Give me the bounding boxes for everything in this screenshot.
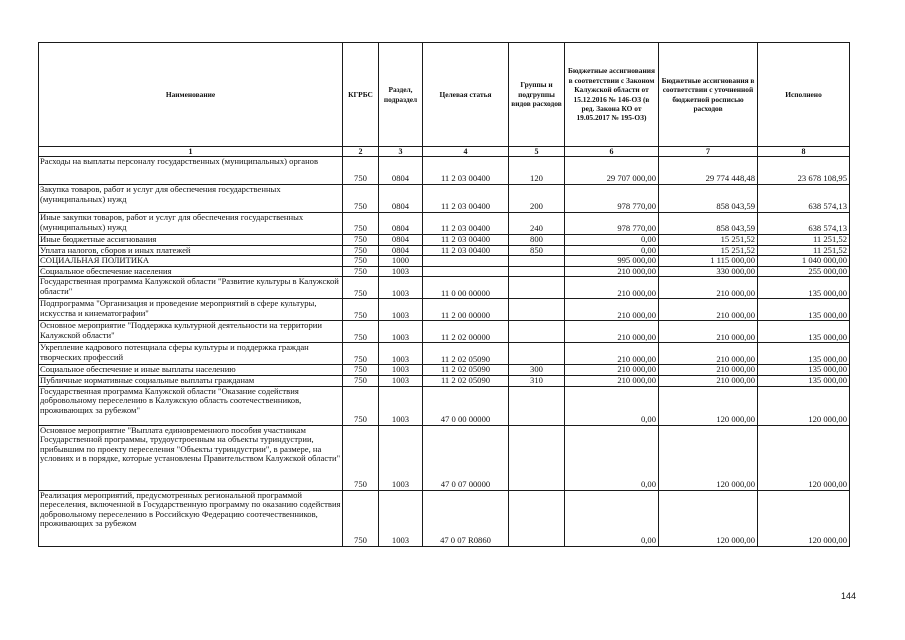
row-vr <box>509 256 565 267</box>
row-target: 47 0 00 00000 <box>423 386 509 425</box>
row-exec: 120 000,00 <box>758 425 850 490</box>
row-vr <box>509 321 565 343</box>
row-kgrbs: 750 <box>343 277 379 299</box>
column-number: 5 <box>509 147 565 157</box>
row-kgrbs: 750 <box>343 365 379 376</box>
row-exec: 11 251,52 <box>758 235 850 246</box>
row-name: Закупка товаров, работ и услуг для обеспечения государственных (муниципальных) нужд <box>39 185 343 213</box>
row-vr: 120 <box>509 157 565 185</box>
row-revised: 29 774 448,48 <box>659 157 758 185</box>
column-number: 2 <box>343 147 379 157</box>
row-revised: 210 000,00 <box>659 321 758 343</box>
row-name: Расходы на выплаты персоналу государственных (муниципальных) органов <box>39 157 343 185</box>
row-vr: 200 <box>509 185 565 213</box>
row-razdel: 1003 <box>379 299 423 321</box>
row-exec: 255 000,00 <box>758 266 850 277</box>
table-row <box>39 386 850 425</box>
row-kgrbs: 750 <box>343 321 379 343</box>
row-kgrbs: 750 <box>343 386 379 425</box>
row-name: Социальное обеспечение населения <box>39 266 343 277</box>
row-kgrbs: 750 <box>343 256 379 267</box>
table-row <box>39 277 850 299</box>
row-revised: 120 000,00 <box>659 425 758 490</box>
row-target: 11 2 03 00400 <box>423 157 509 185</box>
header-target: Целевая статья <box>423 43 509 147</box>
row-law: 0,00 <box>565 245 659 256</box>
row-kgrbs: 750 <box>343 157 379 185</box>
row-target: 11 2 03 00400 <box>423 213 509 235</box>
row-name: Укрепление кадрового потенциала сферы культуры и поддержка граждан творческих профессий <box>39 343 343 365</box>
row-razdel: 0804 <box>379 213 423 235</box>
table-row <box>39 157 850 185</box>
row-revised: 120 000,00 <box>659 490 758 546</box>
row-name: Основное мероприятие "Выплата единовременного пособия участникам Государственной программы, трудоустроенным на объекты туриндустрии, прибывшим по проекту переселения "Объекты туриндустрии", в размере, на условиях и в порядке, которые установлены Правительством Калужской области" <box>39 425 343 490</box>
table-row <box>39 365 850 376</box>
row-name: СОЦИАЛЬНАЯ ПОЛИТИКА <box>39 256 343 267</box>
table-row <box>39 299 850 321</box>
row-razdel: 0804 <box>379 157 423 185</box>
row-razdel: 1003 <box>379 343 423 365</box>
table-row <box>39 235 850 246</box>
page-number: 144 <box>841 591 857 601</box>
row-revised: 1 115 000,00 <box>659 256 758 267</box>
column-number: 6 <box>565 147 659 157</box>
row-razdel: 1000 <box>379 256 423 267</box>
row-vr <box>509 425 565 490</box>
row-revised: 15 251,52 <box>659 235 758 246</box>
row-law: 995 000,00 <box>565 256 659 267</box>
column-number: 8 <box>758 147 850 157</box>
row-kgrbs: 750 <box>343 213 379 235</box>
row-revised: 15 251,52 <box>659 245 758 256</box>
budget-table-sheet <box>38 42 849 547</box>
row-target: 11 2 02 00000 <box>423 321 509 343</box>
row-kgrbs: 750 <box>343 425 379 490</box>
row-exec: 135 000,00 <box>758 299 850 321</box>
row-vr <box>509 490 565 546</box>
row-law: 978 770,00 <box>565 213 659 235</box>
row-kgrbs: 750 <box>343 266 379 277</box>
row-exec: 638 574,13 <box>758 185 850 213</box>
row-name: Иные бюджетные ассигнования <box>39 235 343 246</box>
table-row <box>39 185 850 213</box>
table-row <box>39 266 850 277</box>
table-header-row <box>39 43 850 147</box>
row-vr: 310 <box>509 375 565 386</box>
row-exec: 135 000,00 <box>758 365 850 376</box>
row-target: 47 0 07 R0860 <box>423 490 509 546</box>
column-number: 1 <box>39 147 343 157</box>
row-revised: 210 000,00 <box>659 343 758 365</box>
header-execution: Исполнено <box>758 43 850 147</box>
row-kgrbs: 750 <box>343 343 379 365</box>
row-razdel: 1003 <box>379 266 423 277</box>
row-name: Уплата налогов, сборов и иных платежей <box>39 245 343 256</box>
row-name: Иные закупки товаров, работ и услуг для обеспечения государственных (муниципальных) нужд <box>39 213 343 235</box>
row-law: 210 000,00 <box>565 321 659 343</box>
row-revised: 210 000,00 <box>659 299 758 321</box>
row-revised: 858 043,59 <box>659 185 758 213</box>
row-target: 11 2 03 00400 <box>423 185 509 213</box>
row-vr <box>509 266 565 277</box>
budget-table <box>38 42 850 547</box>
row-name: Публичные нормативные социальные выплаты гражданам <box>39 375 343 386</box>
row-law: 210 000,00 <box>565 277 659 299</box>
row-name: Государственная программа Калужской области "Оказание содействия добровольному переселению в Калужскую область соотечественников, проживающих за рубежом" <box>39 386 343 425</box>
row-vr: 800 <box>509 235 565 246</box>
row-kgrbs: 750 <box>343 375 379 386</box>
row-target: 11 2 02 05090 <box>423 365 509 376</box>
row-razdel: 1003 <box>379 375 423 386</box>
row-target: 11 2 02 05090 <box>423 343 509 365</box>
row-name: Подпрограмма "Организация и проведение мероприятий в сфере культуры, искусства и кинематографии" <box>39 299 343 321</box>
row-razdel: 0804 <box>379 235 423 246</box>
row-law: 0,00 <box>565 386 659 425</box>
row-razdel: 1003 <box>379 321 423 343</box>
column-number: 3 <box>379 147 423 157</box>
table-row <box>39 321 850 343</box>
table-row <box>39 375 850 386</box>
row-razdel: 0804 <box>379 245 423 256</box>
table-row <box>39 490 850 546</box>
row-target: 11 0 00 00000 <box>423 277 509 299</box>
row-name: Основное мероприятие "Поддержка культурной деятельности на территории Калужской области" <box>39 321 343 343</box>
row-law: 210 000,00 <box>565 299 659 321</box>
row-law: 0,00 <box>565 425 659 490</box>
row-exec: 1 040 000,00 <box>758 256 850 267</box>
row-exec: 135 000,00 <box>758 277 850 299</box>
row-law: 0,00 <box>565 235 659 246</box>
row-vr <box>509 299 565 321</box>
table-row <box>39 213 850 235</box>
table-row <box>39 245 850 256</box>
row-kgrbs: 750 <box>343 245 379 256</box>
row-revised: 210 000,00 <box>659 277 758 299</box>
row-target <box>423 256 509 267</box>
row-law: 210 000,00 <box>565 343 659 365</box>
row-law: 210 000,00 <box>565 375 659 386</box>
row-exec: 120 000,00 <box>758 386 850 425</box>
row-exec: 120 000,00 <box>758 490 850 546</box>
row-revised: 120 000,00 <box>659 386 758 425</box>
row-exec: 638 574,13 <box>758 213 850 235</box>
row-target: 47 0 07 00000 <box>423 425 509 490</box>
row-law: 29 707 000,00 <box>565 157 659 185</box>
row-name: Социальное обеспечение и иные выплаты населению <box>39 365 343 376</box>
row-revised: 330 000,00 <box>659 266 758 277</box>
row-kgrbs: 750 <box>343 185 379 213</box>
row-kgrbs: 750 <box>343 235 379 246</box>
row-razdel: 1003 <box>379 277 423 299</box>
row-kgrbs: 750 <box>343 299 379 321</box>
row-exec: 135 000,00 <box>758 321 850 343</box>
row-vr: 850 <box>509 245 565 256</box>
row-razdel: 1003 <box>379 425 423 490</box>
header-razdel: Раздел, подраздел <box>379 43 423 147</box>
row-vr <box>509 386 565 425</box>
row-target: 11 2 00 00000 <box>423 299 509 321</box>
header-revised: Бюджетные ассигнования в соответствии с уточненной бюджетной росписью расходов <box>659 43 758 147</box>
row-vr <box>509 343 565 365</box>
header-law: Бюджетные ассигнования в соответствии с Законом Калужской области от 15.12.2016 № 146-ОЗ (в ред. Закона КО от 19.05.2017 № 195-ОЗ) <box>565 43 659 147</box>
row-razdel: 1003 <box>379 490 423 546</box>
row-law: 210 000,00 <box>565 266 659 277</box>
row-target <box>423 266 509 277</box>
row-razdel: 1003 <box>379 386 423 425</box>
row-law: 0,00 <box>565 490 659 546</box>
header-groups: Группы и подгруппы видов расходов <box>509 43 565 147</box>
row-exec: 11 251,52 <box>758 245 850 256</box>
row-exec: 135 000,00 <box>758 343 850 365</box>
row-target: 11 2 03 00400 <box>423 245 509 256</box>
row-kgrbs: 750 <box>343 490 379 546</box>
table-row <box>39 256 850 267</box>
row-razdel: 0804 <box>379 185 423 213</box>
row-law: 978 770,00 <box>565 185 659 213</box>
row-vr: 240 <box>509 213 565 235</box>
row-name: Реализация мероприятий, предусмотренных региональной программой переселения, включенной в Государственную программу по оказанию содействия добровольному переселению в Российскую Федерацию соотечественников, проживающих за рубежом <box>39 490 343 546</box>
header-kgrbs: КГРБС <box>343 43 379 147</box>
column-number: 7 <box>659 147 758 157</box>
column-numbers-row <box>39 147 850 157</box>
row-razdel: 1003 <box>379 365 423 376</box>
row-revised: 210 000,00 <box>659 365 758 376</box>
row-exec: 23 678 108,95 <box>758 157 850 185</box>
header-name: Наименование <box>39 43 343 147</box>
row-name: Государственная программа Калужской области "Развитие культуры в Калужской области" <box>39 277 343 299</box>
row-target: 11 2 02 05090 <box>423 375 509 386</box>
row-target: 11 2 03 00400 <box>423 235 509 246</box>
table-row <box>39 425 850 490</box>
table-row <box>39 343 850 365</box>
row-revised: 858 043,59 <box>659 213 758 235</box>
column-number: 4 <box>423 147 509 157</box>
row-law: 210 000,00 <box>565 365 659 376</box>
row-vr <box>509 277 565 299</box>
row-exec: 135 000,00 <box>758 375 850 386</box>
row-vr: 300 <box>509 365 565 376</box>
row-revised: 210 000,00 <box>659 375 758 386</box>
